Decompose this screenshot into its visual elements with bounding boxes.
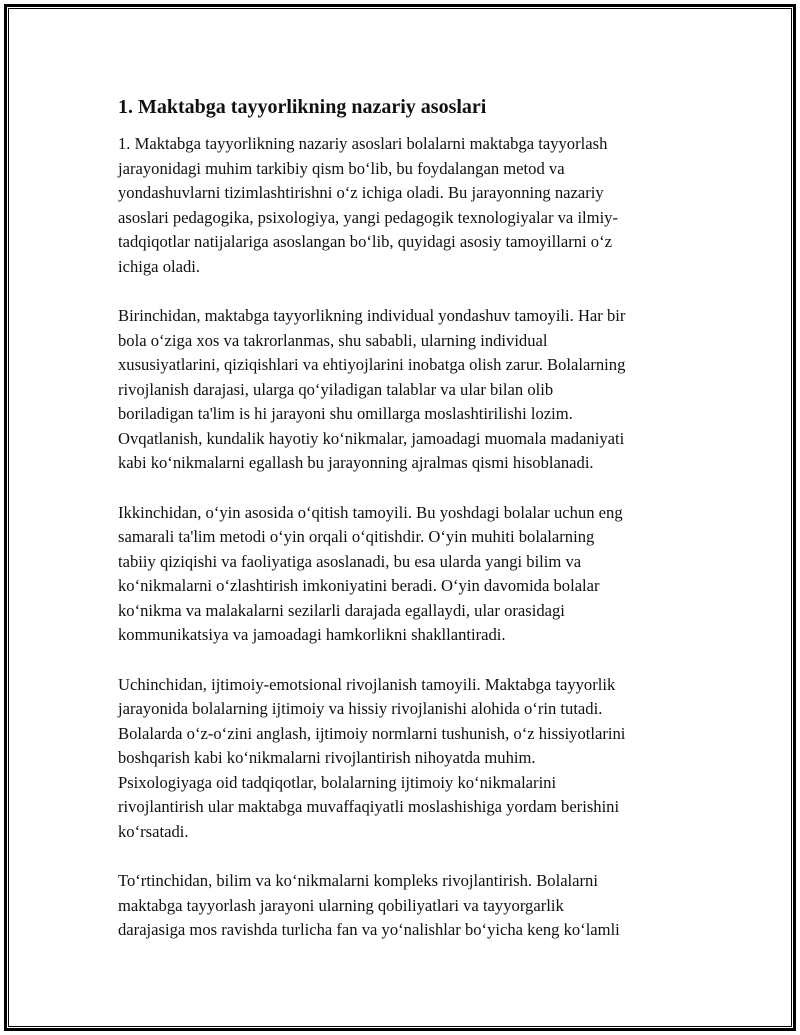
text-line: ko‘rsatadi. xyxy=(118,821,189,841)
text-line: boshqarish kabi ko‘nikmalarni rivojlantirish nihoyatda muhim. xyxy=(118,748,536,767)
text-line: To‘rtinchidan, bilim va ko‘nikmalarni kompleks rivojlantirish. Bolalarni xyxy=(118,871,598,890)
text-line: Ovqatlanish, kundalik hayotiy ko‘nikmalar, jamoadagi muomala madaniyati xyxy=(118,428,625,448)
text-line: tabiiy qiziqishi va faoliyatiga asoslanadi, bu esa ularda yangi bilim va xyxy=(118,551,582,571)
text-line: maktabga tayyorlash jarayoni ularning qobiliyatlari va tayyorgarlik xyxy=(118,895,564,915)
text-line: xususiyatlarini, qiziqishlari va ehtiyojlarini inobatga olish zarur. Bolalarning xyxy=(118,355,626,374)
text-line: rivojlantirish ular maktabga muvaffaqiyatli moslashishiga yordam berishini xyxy=(118,797,620,816)
text-line: jarayonida bolalarning ijtimoiy va hissiy rivojlanishi alohida o‘rin tutadi. xyxy=(118,699,603,718)
text-line: kommunikatsiya va jamoadagi hamkorlikni shakllantiradi. xyxy=(118,625,506,644)
paragraph-intro xyxy=(118,132,688,279)
text-line: asoslari pedagogika, psixologiya, yangi pedagogik texnologiyalar va ilmiy- xyxy=(118,207,619,227)
text-line: ko‘nikma va malakalarni sezilarli darajada egallaydi, ular orasidagi xyxy=(118,600,565,620)
text-line: tadqiqotlar natijalariga asoslangan bo‘lib, quyidagi asosiy tamoyillarni o‘z xyxy=(118,232,612,251)
paragraph-first-principle xyxy=(118,304,688,476)
text-line: ko‘nikmalarni o‘zlashtirish imkoniyatini beradi. O‘yin davomida bolalar xyxy=(118,576,600,595)
paragraph-fourth-principle xyxy=(118,869,688,943)
paragraph-third-principle xyxy=(118,673,688,845)
text-line: 1. Maktabga tayyorlikning nazariy asoslari bolalarni maktabga tayyorlash xyxy=(118,134,608,153)
text-line: rivojlanish darajasi, ularga qo‘yiladigan talablar va ular bilan olib xyxy=(118,379,554,399)
paragraph-second-principle xyxy=(118,501,688,648)
document-title: 1. Maktabga tayyorlikning nazariy asoslari xyxy=(118,96,487,118)
text-line: ichiga oladi. xyxy=(118,256,201,276)
text-line: kabi ko‘nikmalarni egallash bu jarayonning ajralmas qismi hisoblanadi. xyxy=(118,453,594,472)
document-body xyxy=(118,94,688,968)
text-line: boriladigan ta'lim is hi jarayoni shu omillarga moslashtirilishi lozim. xyxy=(118,404,573,423)
text-line: jarayonidagi muhim tarkibiy qism bo‘lib, bu foydalangan metod va xyxy=(118,158,565,178)
text-line: yondashuvlarni tizimlashtirishni o‘z ichiga oladi. Bu jarayonning nazariy xyxy=(118,183,604,202)
text-line: Birinchidan, maktabga tayyorlikning individual yondashuv tamoyili. Har bir xyxy=(118,306,626,325)
text-line: Ikkinchidan, o‘yin asosida o‘qitish tamoyili. Bu yoshdagi bolalar uchun eng xyxy=(118,502,623,522)
text-line: Bolalarda o‘z-o‘zini anglash, ijtimoiy normlarni tushunish, o‘z hissiyotlarini xyxy=(118,723,626,743)
text-line: Uchinchidan, ijtimoiy-emotsional rivojlanish tamoyili. Maktabga tayyorlik xyxy=(118,674,616,694)
text-line: darajasiga mos ravishda turlicha fan va yo‘nalishlar bo‘yicha keng ko‘lamli xyxy=(118,920,620,939)
text-line: Psixologiyaga oid tadqiqotlar, bolalarning ijtimoiy ko‘nikmalarini xyxy=(118,772,557,792)
text-line: bola o‘ziga xos va takrorlanmas, shu sababli, ularning individual xyxy=(118,330,548,350)
text-line: samarali ta'lim metodi o‘yin orqali o‘qitishdir. O‘yin muhiti bolalarning xyxy=(118,527,595,546)
